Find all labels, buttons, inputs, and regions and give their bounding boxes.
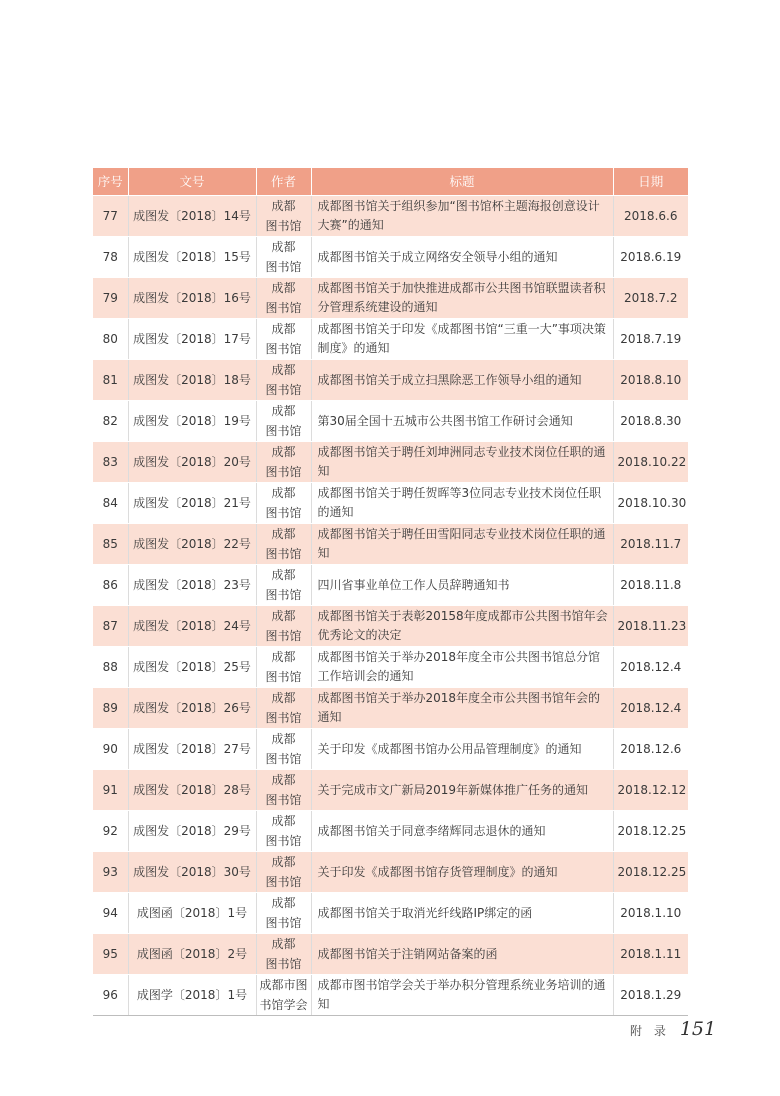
header-row <box>93 168 688 196</box>
table-row <box>93 770 688 811</box>
author-line: 成都 <box>271 486 296 500</box>
header-author: 作者 <box>256 168 311 196</box>
author-line: 图书馆 <box>265 301 302 315</box>
cell-seq: 95 <box>93 934 128 975</box>
cell-seq: 84 <box>93 483 128 524</box>
table-row <box>93 319 688 360</box>
cell-doc-number: 成图发〔2018〕14号 <box>128 196 256 237</box>
cell-doc-number: 成图发〔2018〕26号 <box>128 688 256 729</box>
cell-seq: 77 <box>93 196 128 237</box>
author-line: 图书馆 <box>265 629 302 643</box>
cell-date: 2018.12.4 <box>613 647 688 688</box>
author-line: 图书馆 <box>265 670 302 684</box>
author-line: 图书馆 <box>265 260 302 274</box>
cell-seq: 82 <box>93 401 128 442</box>
cell-doc-number: 成图发〔2018〕29号 <box>128 811 256 852</box>
author-line: 成都 <box>271 814 296 828</box>
author-line: 图书馆 <box>265 383 302 397</box>
header-doc-number: 文号 <box>128 168 256 196</box>
table-row <box>93 975 688 1016</box>
cell-seq: 91 <box>93 770 128 811</box>
table-row <box>93 606 688 647</box>
cell-title: 成都图书馆关于聘任刘坤洲同志专业技术岗位任职的通知 <box>311 442 613 483</box>
cell-doc-number: 成图发〔2018〕20号 <box>128 442 256 483</box>
table-row <box>93 811 688 852</box>
cell-title: 成都图书馆关于成立网络安全领导小组的通知 <box>311 237 613 278</box>
cell-date: 2018.8.10 <box>613 360 688 401</box>
author-line: 成都 <box>271 896 296 910</box>
author-line: 图书馆 <box>265 342 302 356</box>
cell-seq: 80 <box>93 319 128 360</box>
author-line: 成都 <box>271 937 296 951</box>
cell-doc-number: 成图发〔2018〕21号 <box>128 483 256 524</box>
cell-date: 2018.11.23 <box>613 606 688 647</box>
author-line: 成都 <box>271 363 296 377</box>
table-row <box>93 565 688 606</box>
cell-title: 关于印发《成都图书馆办公用品管理制度》的通知 <box>311 729 613 770</box>
cell-author <box>256 770 311 811</box>
cell-author <box>256 606 311 647</box>
cell-seq: 81 <box>93 360 128 401</box>
cell-seq: 96 <box>93 975 128 1016</box>
cell-title: 成都图书馆关于组织参加“图书馆杯主题海报创意设计大赛”的通知 <box>311 196 613 237</box>
cell-doc-number: 成图函〔2018〕2号 <box>128 934 256 975</box>
cell-author <box>256 893 311 934</box>
cell-seq: 94 <box>93 893 128 934</box>
author-line: 成都 <box>271 199 296 213</box>
author-line: 成都 <box>271 691 296 705</box>
author-line: 成都 <box>271 609 296 623</box>
author-line: 成都 <box>271 322 296 336</box>
cell-author <box>256 196 311 237</box>
table-row <box>93 524 688 565</box>
table-row <box>93 196 688 237</box>
cell-title: 成都图书馆关于聘任贺晖等3位同志专业技术岗位任职的通知 <box>311 483 613 524</box>
cell-title: 关于完成市文广新局2019年新媒体推广任务的通知 <box>311 770 613 811</box>
cell-seq: 89 <box>93 688 128 729</box>
author-line: 成都 <box>271 650 296 664</box>
cell-title: 成都图书馆关于同意李绪辉同志退休的通知 <box>311 811 613 852</box>
table-row <box>93 688 688 729</box>
cell-date: 2018.12.12 <box>613 770 688 811</box>
cell-title: 四川省事业单位工作人员辞聘通知书 <box>311 565 613 606</box>
cell-author <box>256 524 311 565</box>
cell-doc-number: 成图发〔2018〕23号 <box>128 565 256 606</box>
cell-author <box>256 811 311 852</box>
author-line: 成都 <box>271 445 296 459</box>
cell-author <box>256 401 311 442</box>
cell-author <box>256 975 311 1016</box>
cell-seq: 85 <box>93 524 128 565</box>
cell-author <box>256 688 311 729</box>
cell-title: 成都图书馆关于加快推进成都市公共图书馆联盟读者积分管理系统建设的通知 <box>311 278 613 319</box>
cell-seq: 78 <box>93 237 128 278</box>
cell-date: 2018.6.6 <box>613 196 688 237</box>
table-row <box>93 893 688 934</box>
cell-title: 成都图书馆关于举办2018年度全市公共图书馆总分馆工作培训会的通知 <box>311 647 613 688</box>
cell-doc-number: 成图发〔2018〕19号 <box>128 401 256 442</box>
cell-seq: 93 <box>93 852 128 893</box>
cell-seq: 79 <box>93 278 128 319</box>
author-line: 成都 <box>271 773 296 787</box>
author-line: 成都 <box>271 568 296 582</box>
cell-title: 成都图书馆关于成立扫黑除恶工作领导小组的通知 <box>311 360 613 401</box>
cell-date: 2018.10.30 <box>613 483 688 524</box>
cell-date: 2018.1.11 <box>613 934 688 975</box>
cell-author <box>256 442 311 483</box>
cell-doc-number: 成图发〔2018〕25号 <box>128 647 256 688</box>
cell-title: 成都图书馆关于举办2018年度全市公共图书馆年会的通知 <box>311 688 613 729</box>
cell-seq: 88 <box>93 647 128 688</box>
author-line: 图书馆 <box>265 834 302 848</box>
table-row <box>93 647 688 688</box>
cell-title: 成都图书馆关于聘任田雪阳同志专业技术岗位任职的通知 <box>311 524 613 565</box>
cell-author <box>256 934 311 975</box>
appendix-label: 附 录 <box>630 1024 670 1038</box>
cell-doc-number: 成图发〔2018〕17号 <box>128 319 256 360</box>
table-row <box>93 401 688 442</box>
cell-doc-number: 成图发〔2018〕18号 <box>128 360 256 401</box>
cell-doc-number: 成图发〔2018〕16号 <box>128 278 256 319</box>
cell-title: 成都图书馆关于印发《成都图书馆“三重一大”事项决策制度》的通知 <box>311 319 613 360</box>
cell-date: 2018.6.19 <box>613 237 688 278</box>
author-line: 图书馆 <box>265 506 302 520</box>
author-line: 图书馆 <box>265 547 302 561</box>
author-line: 图书馆 <box>265 752 302 766</box>
author-line: 图书馆 <box>265 711 302 725</box>
document-table <box>93 168 688 1016</box>
table-row <box>93 442 688 483</box>
cell-seq: 86 <box>93 565 128 606</box>
author-line: 书馆学会 <box>259 998 308 1012</box>
author-line: 成都 <box>271 732 296 746</box>
author-line: 图书馆 <box>265 219 302 233</box>
cell-date: 2018.12.25 <box>613 811 688 852</box>
cell-doc-number: 成图发〔2018〕27号 <box>128 729 256 770</box>
cell-title: 第30届全国十五城市公共图书馆工作研讨会通知 <box>311 401 613 442</box>
cell-author <box>256 278 311 319</box>
cell-author <box>256 483 311 524</box>
cell-author <box>256 237 311 278</box>
table-header <box>93 168 688 196</box>
header-date: 日期 <box>613 168 688 196</box>
cell-title: 成都图书馆关于注销网站备案的函 <box>311 934 613 975</box>
table-row <box>93 483 688 524</box>
cell-date: 2018.12.25 <box>613 852 688 893</box>
cell-doc-number: 成图发〔2018〕22号 <box>128 524 256 565</box>
author-line: 成都市图 <box>259 978 308 992</box>
cell-date: 2018.7.2 <box>613 278 688 319</box>
cell-doc-number: 成图函〔2018〕1号 <box>128 893 256 934</box>
cell-date: 2018.12.4 <box>613 688 688 729</box>
cell-author <box>256 565 311 606</box>
author-line: 成都 <box>271 404 296 418</box>
cell-seq: 87 <box>93 606 128 647</box>
page-number: 151 <box>679 1018 717 1040</box>
header-seq: 序号 <box>93 168 128 196</box>
cell-author <box>256 852 311 893</box>
table-row <box>93 852 688 893</box>
author-line: 图书馆 <box>265 957 302 971</box>
page-footer <box>630 1018 716 1040</box>
cell-date: 2018.12.6 <box>613 729 688 770</box>
cell-author <box>256 729 311 770</box>
table-row <box>93 278 688 319</box>
table-row <box>93 729 688 770</box>
cell-seq: 83 <box>93 442 128 483</box>
cell-doc-number: 成图发〔2018〕15号 <box>128 237 256 278</box>
cell-title: 成都图书馆关于取消光纤线路IP绑定的函 <box>311 893 613 934</box>
author-line: 图书馆 <box>265 875 302 889</box>
author-line: 成都 <box>271 240 296 254</box>
cell-author <box>256 647 311 688</box>
cell-seq: 92 <box>93 811 128 852</box>
cell-title: 关于印发《成都图书馆存货管理制度》的通知 <box>311 852 613 893</box>
cell-author <box>256 360 311 401</box>
author-line: 图书馆 <box>265 916 302 930</box>
cell-title: 成都图书馆关于表彰20158年度成都市公共图书馆年会优秀论文的决定 <box>311 606 613 647</box>
cell-date: 2018.11.7 <box>613 524 688 565</box>
table-row <box>93 360 688 401</box>
author-line: 成都 <box>271 527 296 541</box>
author-line: 图书馆 <box>265 465 302 479</box>
table-row <box>93 934 688 975</box>
cell-doc-number: 成图学〔2018〕1号 <box>128 975 256 1016</box>
cell-date: 2018.8.30 <box>613 401 688 442</box>
cell-date: 2018.11.8 <box>613 565 688 606</box>
cell-seq: 90 <box>93 729 128 770</box>
author-line: 图书馆 <box>265 793 302 807</box>
cell-doc-number: 成图发〔2018〕30号 <box>128 852 256 893</box>
cell-author <box>256 319 311 360</box>
cell-date: 2018.1.29 <box>613 975 688 1016</box>
author-line: 图书馆 <box>265 588 302 602</box>
author-line: 图书馆 <box>265 424 302 438</box>
cell-date: 2018.7.19 <box>613 319 688 360</box>
author-line: 成都 <box>271 855 296 869</box>
table-row <box>93 237 688 278</box>
cell-date: 2018.10.22 <box>613 442 688 483</box>
cell-date: 2018.1.10 <box>613 893 688 934</box>
table-body <box>93 196 688 1016</box>
header-title: 标题 <box>311 168 613 196</box>
cell-title: 成都市图书馆学会关于举办积分管理系统业务培训的通知 <box>311 975 613 1016</box>
author-line: 成都 <box>271 281 296 295</box>
cell-doc-number: 成图发〔2018〕24号 <box>128 606 256 647</box>
cell-doc-number: 成图发〔2018〕28号 <box>128 770 256 811</box>
